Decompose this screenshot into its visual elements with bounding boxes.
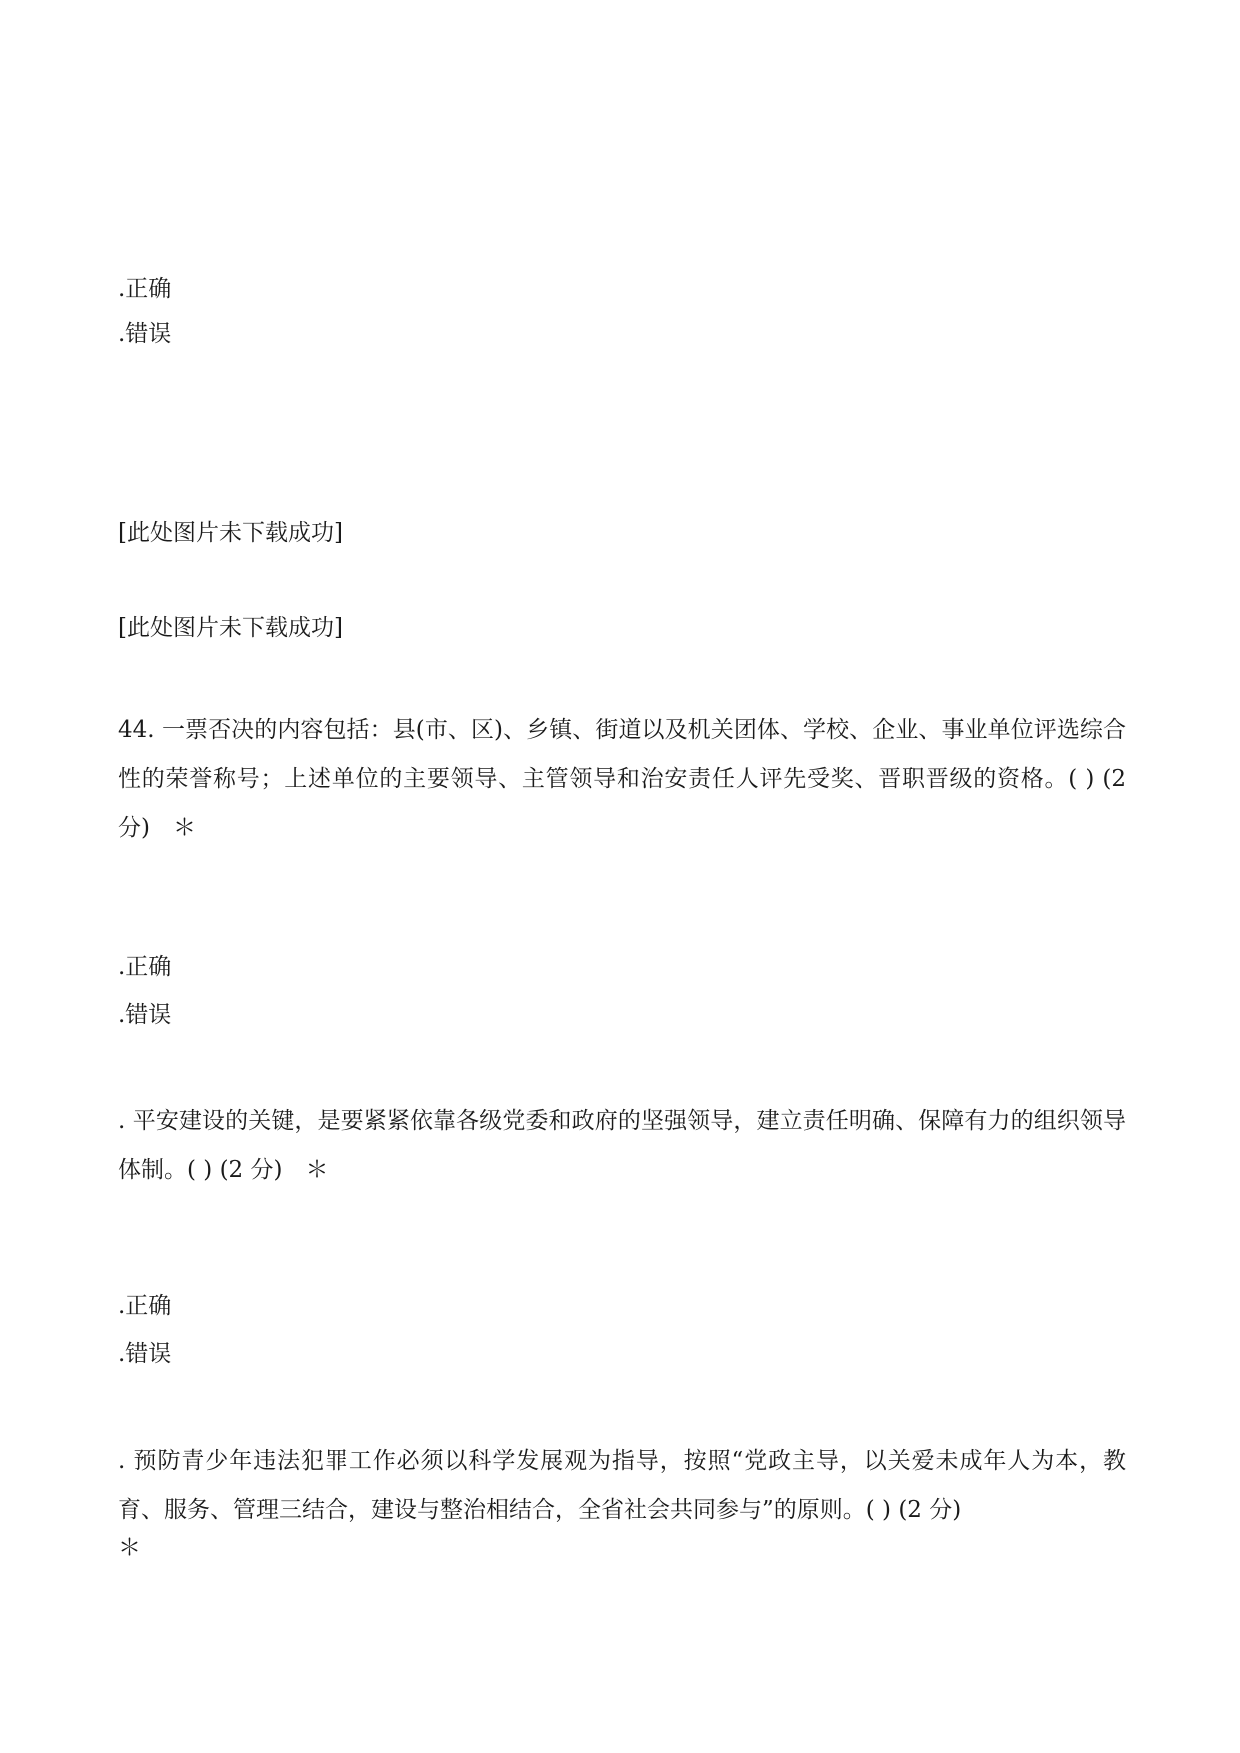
option-wrong[interactable]: .错误 <box>118 321 172 347</box>
option-wrong[interactable]: .错误 <box>118 1341 172 1367</box>
option-correct[interactable]: .正确 <box>118 954 172 980</box>
question-46-text: . 预防青少年违法犯罪工作必须以科学发展观为指导，按照“党政主导，以关爱未成年人为本，教育、服务、管理三结合，建设与整治相结合，全省社会共同参与”的原则。( ) (2 分) <box>118 1448 1126 1523</box>
image-placeholder: [此处图片未下载成功] <box>118 520 343 546</box>
question-45-text: . 平安建设的关键，是要紧紧依靠各级党委和政府的坚强领导，建立责任明确、保障有力的组织领导体制。( ) (2 分) ＊ <box>118 1108 1126 1183</box>
question-44-text: 44. 一票否决的内容包括：县(市、区)、乡镇、街道以及机关团体、学校、企业、事业单位评选综合性的荣誉称号；上述单位的主要领导、主管领导和治安责任人评先受奖、晋职晋级的资格。( ) (2 分) ＊ <box>118 717 1126 841</box>
option-wrong[interactable]: .错误 <box>118 1002 172 1028</box>
option-correct[interactable]: .正确 <box>118 276 172 302</box>
image-placeholder: [此处图片未下载成功] <box>118 615 343 641</box>
option-correct[interactable]: .正确 <box>118 1293 172 1319</box>
required-star: ＊ <box>118 1535 141 1561</box>
